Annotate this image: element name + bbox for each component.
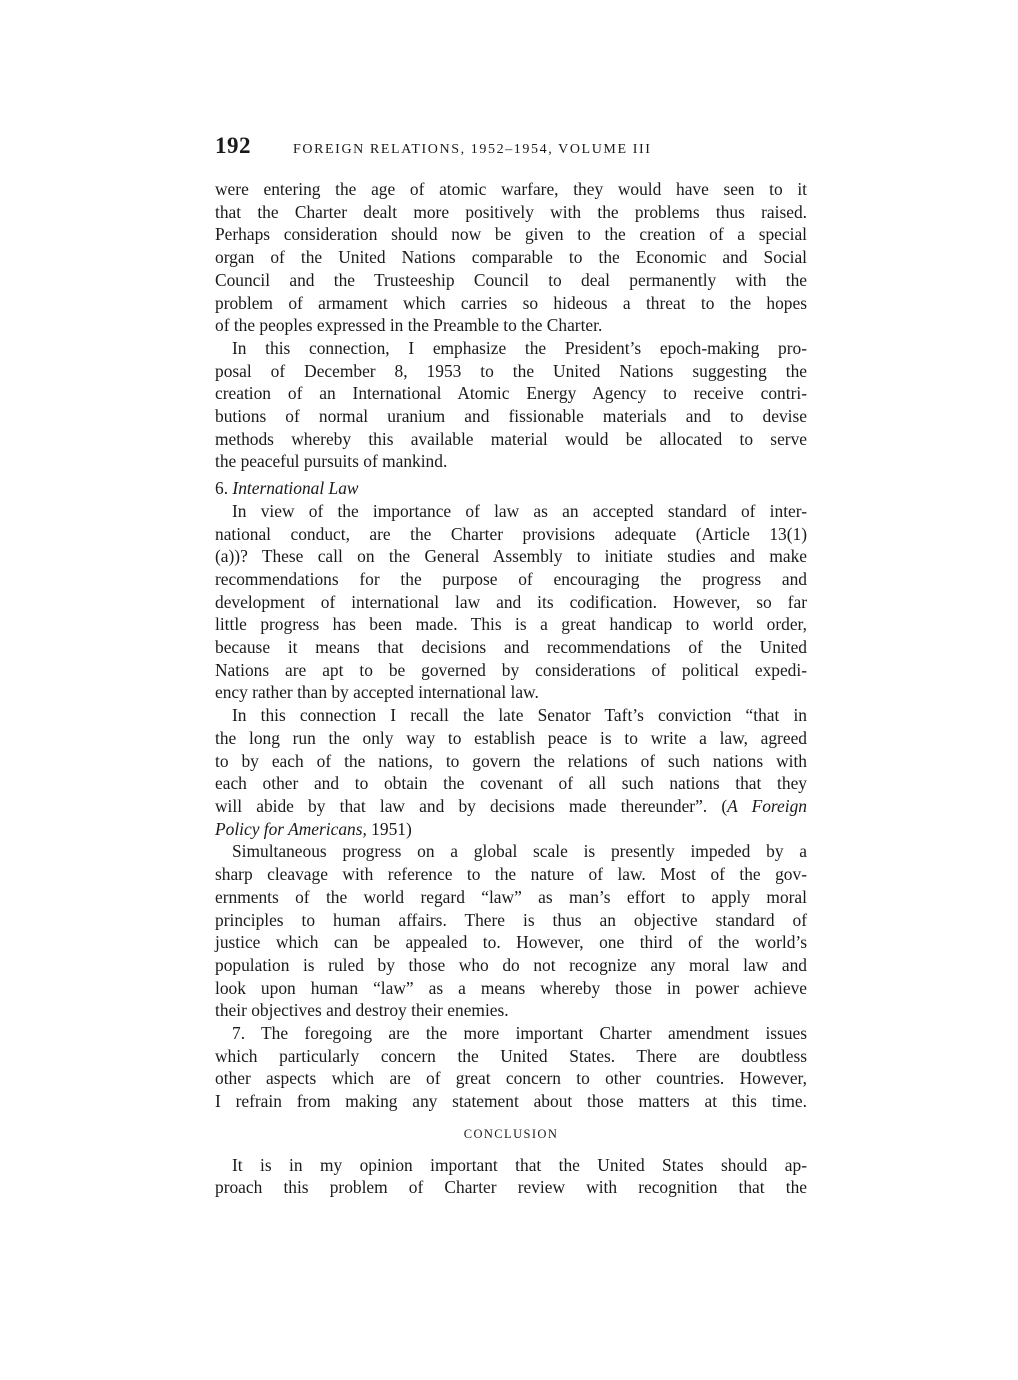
text-line: of the peoples expressed in the Preamble to the Charter. [215,315,603,336]
text-line: the peaceful pursuits of mankind. [215,451,448,472]
text-line: national conduct, are the Charter provisions adequate (Article 13(1) [215,523,807,544]
paragraph-point-seven [215,1022,807,1113]
text-line: posal of December 8, 1953 to the United Nations suggesting the [215,360,807,381]
text-line: Simultaneous progress on a global scale is presently impeded by a [232,841,807,862]
text-line: methods whereby this available material would be allocated to serve [215,428,807,449]
text-line: creation of an International Atomic Energy Agency to receive contri- [215,383,807,404]
paragraph-atomic-energy-proposal [215,337,807,473]
text-line: ency rather than by accepted international law. [215,682,539,703]
text-line: little progress has been made. This is a great handicap to world order, [215,614,807,635]
text-line: to by each of the nations, to govern the relations of such nations with [215,750,807,771]
text-line: 7. The foregoing are the more important Charter amendment issues [232,1023,807,1044]
text-line: because it means that decisions and recommendations of the United [215,637,807,658]
text-line: their objectives and destroy their enemies. [215,1000,509,1021]
text-line: look upon human “law” as a means whereby those in power achieve [215,977,807,998]
text-line: (a))? These call on the General Assembly to initiate studies and make [215,546,807,567]
citation-title: A Foreign [727,795,807,816]
text-line: population is ruled by those who do not recognize any moral law and [215,954,807,975]
text-line: proach this problem of Charter review with recognition that the [215,1177,807,1198]
text-line: butions of normal uranium and fissionable materials and to devise [215,406,807,427]
running-head [215,133,815,163]
text-line: problem of armament which carries so hideous a threat to the hopes [215,292,807,313]
text-line: development of international law and its codification. However, so far [215,591,807,612]
page-number: 192 [215,133,251,158]
text-segment: 1951) [366,818,412,839]
paragraph-armament [215,178,807,337]
paragraph-taft-quotation [215,704,807,840]
text-line [215,795,807,818]
body-text [215,178,807,1199]
text-line: In this connection, I emphasize the President’s epoch-making pro- [232,337,807,358]
text-line: that the Charter dealt more positively with the problems thus raised. [215,201,807,222]
text-line: each other and to obtain the covenant of all such nations that they [215,773,807,794]
text-line [215,818,807,841]
text-line: I refrain from making any statement about those matters at this time. [215,1091,807,1112]
paragraph-international-law [215,500,807,704]
section-number: 6. [215,478,229,499]
text-line: Council and the Trusteeship Council to deal permanently with the [215,269,807,290]
running-title: FOREIGN RELATIONS, 1952–1954, VOLUME III [293,142,652,157]
conclusion-heading: CONCLUSION [463,1126,559,1141]
text-line: Nations are apt to be governed by considerations of political expedi- [215,659,807,680]
text-line: were entering the age of atomic warfare, they would have seen to it [215,179,807,199]
text-line: organ of the United Nations comparable to the Economic and Social [215,247,807,268]
text-line: In view of the importance of law as an accepted standard of inter- [232,500,807,521]
section-heading [215,477,807,500]
text-line: the long run the only way to establish peace is to write a law, agreed [215,727,807,748]
text-line: ernments of the world regard “law” as man’s effort to apply moral [215,886,807,907]
text-line: justice which can be appealed to. However, one third of the world’s [215,932,807,953]
text-line: other aspects which are of great concern to other countries. However, [215,1068,807,1089]
citation-title: Policy for Americans, [215,818,367,839]
section-title: International Law [232,478,359,499]
text-line: sharp cleavage with reference to the nature of law. Most of the gov- [215,864,807,885]
text-line: which particularly concern the United States. There are doubtless [215,1045,807,1066]
paragraph-conclusion [215,1154,807,1199]
paragraph-cleavage-on-law [215,840,807,1022]
text-line: It is in my opinion important that the United States should ap- [232,1154,807,1175]
text-line: Perhaps consideration should now be given to the creation of a special [215,224,807,245]
text-line: principles to human affairs. There is thus an objective standard of [215,909,807,930]
text-line: recommendations for the purpose of encouraging the progress and [215,568,807,589]
text-segment: will abide by that law and by decisions made thereunder”. ( [215,795,728,816]
text-line: In this connection I recall the late Senator Taft’s conviction “that in [232,705,807,726]
